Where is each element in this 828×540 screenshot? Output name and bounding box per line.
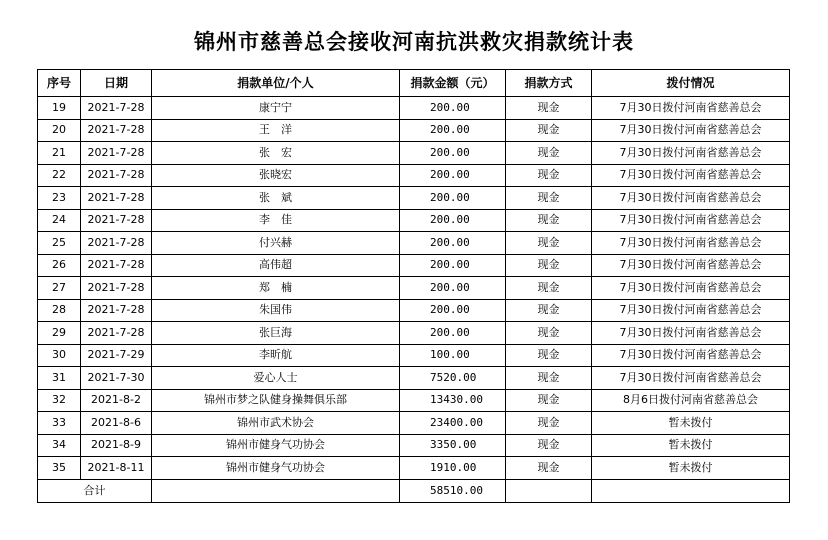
total-amount: 58510.00: [400, 479, 506, 502]
cell-date: 2021-7-28: [81, 299, 152, 322]
cell-method: 现金: [506, 389, 592, 412]
cell-amount: 200.00: [400, 322, 506, 345]
total-row: [38, 479, 790, 502]
cell-method: 现金: [506, 412, 592, 435]
cell-no: 31: [38, 367, 81, 390]
table-row: [38, 119, 790, 142]
cell-donor: 张 斌: [152, 187, 400, 210]
cell-donor: 张巨海: [152, 322, 400, 345]
cell-amount: 3350.00: [400, 434, 506, 457]
cell-status: 7月30日拨付河南省慈善总会: [592, 142, 790, 165]
cell-amount: 200.00: [400, 142, 506, 165]
cell-amount: 200.00: [400, 187, 506, 210]
cell-no: 35: [38, 457, 81, 480]
table-row: [38, 344, 790, 367]
cell-date: 2021-8-6: [81, 412, 152, 435]
header-amount: 捐款金额（元）: [400, 70, 506, 97]
table-row: [38, 412, 790, 435]
cell-no: 22: [38, 164, 81, 187]
cell-status: 7月30日拨付河南省慈善总会: [592, 119, 790, 142]
cell-method: 现金: [506, 367, 592, 390]
cell-no: 19: [38, 97, 81, 120]
table-row: [38, 367, 790, 390]
cell-method: 现金: [506, 97, 592, 120]
table-row: [38, 457, 790, 480]
cell-status: 暂未拨付: [592, 457, 790, 480]
cell-donor: 高伟超: [152, 254, 400, 277]
cell-status: 7月30日拨付河南省慈善总会: [592, 209, 790, 232]
cell-date: 2021-7-28: [81, 97, 152, 120]
cell-donor: 张晓宏: [152, 164, 400, 187]
cell-donor: 付兴赫: [152, 232, 400, 255]
table-row: [38, 277, 790, 300]
cell-date: 2021-7-28: [81, 142, 152, 165]
cell-status: 暂未拨付: [592, 412, 790, 435]
cell-method: 现金: [506, 434, 592, 457]
cell-date: 2021-7-28: [81, 119, 152, 142]
cell-status: 7月30日拨付河南省慈善总会: [592, 97, 790, 120]
cell-amount: 13430.00: [400, 389, 506, 412]
cell-donor: 锦州市梦之队健身操舞俱乐部: [152, 389, 400, 412]
cell-no: 25: [38, 232, 81, 255]
table-row: [38, 389, 790, 412]
cell-no: 33: [38, 412, 81, 435]
cell-method: 现金: [506, 277, 592, 300]
cell-date: 2021-7-28: [81, 209, 152, 232]
cell-status: 7月30日拨付河南省慈善总会: [592, 367, 790, 390]
cell-date: 2021-7-28: [81, 322, 152, 345]
cell-date: 2021-7-28: [81, 277, 152, 300]
cell-method: 现金: [506, 232, 592, 255]
header-no: 序号: [38, 70, 81, 97]
cell-date: 2021-7-28: [81, 164, 152, 187]
cell-amount: 1910.00: [400, 457, 506, 480]
table-row: [38, 322, 790, 345]
cell-method: 现金: [506, 119, 592, 142]
cell-donor: 朱国伟: [152, 299, 400, 322]
cell-status: 8月6日拨付河南省慈善总会: [592, 389, 790, 412]
cell-date: 2021-8-11: [81, 457, 152, 480]
cell-amount: 200.00: [400, 232, 506, 255]
cell-no: 34: [38, 434, 81, 457]
cell-no: 26: [38, 254, 81, 277]
table-row: [38, 164, 790, 187]
cell-no: 29: [38, 322, 81, 345]
table-row: [38, 299, 790, 322]
header-date: 日期: [81, 70, 152, 97]
cell-status: 7月30日拨付河南省慈善总会: [592, 277, 790, 300]
cell-no: 21: [38, 142, 81, 165]
table-header-row: [38, 70, 790, 97]
cell-donor: 李 佳: [152, 209, 400, 232]
table-row: [38, 209, 790, 232]
cell-method: 现金: [506, 164, 592, 187]
total-empty-cell: [592, 479, 790, 502]
cell-date: 2021-7-28: [81, 232, 152, 255]
cell-amount: 7520.00: [400, 367, 506, 390]
cell-method: 现金: [506, 254, 592, 277]
cell-method: 现金: [506, 344, 592, 367]
cell-method: 现金: [506, 209, 592, 232]
cell-donor: 锦州市武术协会: [152, 412, 400, 435]
cell-donor: 康宁宁: [152, 97, 400, 120]
table-row: [38, 97, 790, 120]
cell-amount: 100.00: [400, 344, 506, 367]
cell-no: 23: [38, 187, 81, 210]
table-row: [38, 254, 790, 277]
donation-table: [37, 69, 790, 503]
total-label: 合计: [38, 479, 152, 502]
table-row: [38, 434, 790, 457]
cell-donor: 郑 楠: [152, 277, 400, 300]
cell-method: 现金: [506, 299, 592, 322]
cell-date: 2021-7-28: [81, 187, 152, 210]
cell-no: 30: [38, 344, 81, 367]
cell-status: 7月30日拨付河南省慈善总会: [592, 322, 790, 345]
cell-donor: 爱心人士: [152, 367, 400, 390]
page-title: 锦州市慈善总会接收河南抗洪救灾捐款统计表: [194, 30, 634, 54]
cell-status: 暂未拨付: [592, 434, 790, 457]
cell-no: 28: [38, 299, 81, 322]
header-donor: 捐款单位/个人: [152, 70, 400, 97]
cell-amount: 200.00: [400, 299, 506, 322]
cell-donor: 李昕航: [152, 344, 400, 367]
cell-donor: 锦州市健身气功协会: [152, 457, 400, 480]
cell-method: 现金: [506, 187, 592, 210]
cell-donor: 王 洋: [152, 119, 400, 142]
cell-method: 现金: [506, 322, 592, 345]
cell-date: 2021-7-30: [81, 367, 152, 390]
cell-donor: 锦州市健身气功协会: [152, 434, 400, 457]
cell-amount: 200.00: [400, 164, 506, 187]
cell-date: 2021-7-29: [81, 344, 152, 367]
cell-date: 2021-8-2: [81, 389, 152, 412]
cell-amount: 23400.00: [400, 412, 506, 435]
cell-no: 24: [38, 209, 81, 232]
cell-status: 7月30日拨付河南省慈善总会: [592, 232, 790, 255]
cell-status: 7月30日拨付河南省慈善总会: [592, 299, 790, 322]
cell-donor: 张 宏: [152, 142, 400, 165]
cell-no: 32: [38, 389, 81, 412]
cell-method: 现金: [506, 457, 592, 480]
total-empty-cell: [152, 479, 400, 502]
cell-method: 现金: [506, 142, 592, 165]
cell-amount: 200.00: [400, 97, 506, 120]
header-status: 拨付情况: [592, 70, 790, 97]
header-method: 捐款方式: [506, 70, 592, 97]
total-empty-cell: [506, 479, 592, 502]
cell-status: 7月30日拨付河南省慈善总会: [592, 254, 790, 277]
cell-amount: 200.00: [400, 209, 506, 232]
cell-date: 2021-7-28: [81, 254, 152, 277]
cell-amount: 200.00: [400, 119, 506, 142]
cell-date: 2021-8-9: [81, 434, 152, 457]
table-row: [38, 187, 790, 210]
cell-status: 7月30日拨付河南省慈善总会: [592, 187, 790, 210]
cell-status: 7月30日拨付河南省慈善总会: [592, 164, 790, 187]
cell-no: 27: [38, 277, 81, 300]
cell-status: 7月30日拨付河南省慈善总会: [592, 344, 790, 367]
table-row: [38, 142, 790, 165]
cell-amount: 200.00: [400, 254, 506, 277]
cell-no: 20: [38, 119, 81, 142]
table-row: [38, 232, 790, 255]
cell-amount: 200.00: [400, 277, 506, 300]
